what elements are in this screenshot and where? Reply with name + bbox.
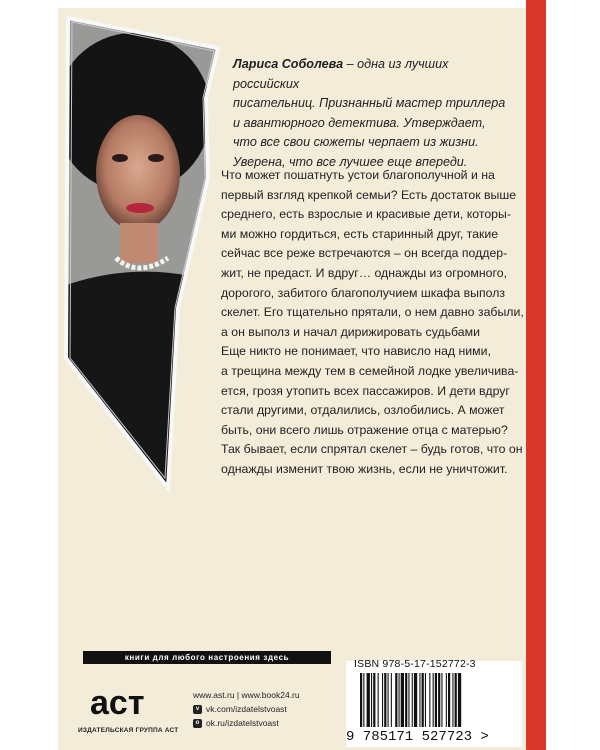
publisher-contacts: [193, 688, 300, 730]
blurb-line: жит, не предаст. И вдруг… однажды из огромного,: [221, 265, 507, 280]
book-blurb: [221, 166, 524, 480]
blurb-line: скелет. Его тщательно прятали, о нем давно забыли,: [221, 305, 524, 320]
websites-text[interactable]: www.ast.ru | www.book24.ru: [193, 690, 300, 700]
blurb-line: среднего, есть взрослые и красивые дети, которы-: [221, 207, 511, 222]
blurb-line: ми можно гордиться, есть старинный друг, такие: [221, 226, 499, 241]
ok-link[interactable]: ok.ru/izdatelstvoast: [206, 718, 279, 728]
barcode-digits: 9 785171 527723 >: [346, 729, 489, 745]
barcode-block: [346, 658, 522, 747]
ast-logo: [88, 672, 158, 722]
blurb-line: а он выполз и начал дирижировать судьбами: [221, 324, 480, 339]
bio-line: писательниц. Признанный мастер триллера: [233, 96, 506, 110]
blurb-line: первый взгляд крепкой семьи? Есть достаток выше: [221, 187, 517, 202]
blurb-line: быть, они всего лишь отражение отца с матерью?: [221, 422, 508, 437]
blurb-line: Что может пошатнуть устои благополучной и на: [221, 168, 495, 182]
publisher-group-name: ИЗДАТЕЛЬСКАЯ ГРУППА АСТ: [78, 727, 179, 734]
bio-line: – одна из лучших российских: [233, 57, 449, 91]
bio-line: что все свои сюжеты черпает из жизни.: [233, 135, 479, 149]
logo-text: аст: [90, 684, 145, 722]
author-bio: [233, 55, 518, 172]
blurb-line: а трещина между тем в семейной лодке увеличива-: [221, 363, 519, 378]
bio-line: Уверена, что все лучшее еще впереди.: [233, 154, 468, 169]
back-cover: [58, 8, 526, 750]
ok-icon: o: [193, 719, 202, 728]
blurb-line: стали другими, отдалились, озлобились. А может: [221, 403, 505, 418]
blurb-line: ется, грозя утопить всех пассажиров. И дети вдруг: [221, 383, 510, 398]
tagline-banner: книги для любого настроения здесь: [83, 651, 331, 664]
isbn-text: ISBN 978-5-17-152772-3: [354, 658, 476, 670]
blurb-line: сейчас все реже встречаются – он всегда поддер-: [221, 246, 508, 261]
red-spine-strip: [526, 0, 546, 750]
author-name: Лариса Соболева: [233, 57, 344, 71]
blurb-line: Так бывает, если спрятал скелет – будь готов, что он: [221, 442, 523, 457]
blurb-line: Еще никто не понимает, что нависло над ними,: [221, 344, 491, 359]
vk-icon: v: [193, 705, 202, 714]
blurb-line: однажды изменит твою жизнь, если не уничтожит.: [221, 461, 508, 476]
bio-line: и авантюрного детектива. Утверждает,: [233, 115, 486, 130]
blurb-line: дорогого, забитого благополучием шкафа выполз: [221, 285, 506, 300]
vk-link[interactable]: vk.com/izdatelstvoast: [206, 704, 287, 714]
